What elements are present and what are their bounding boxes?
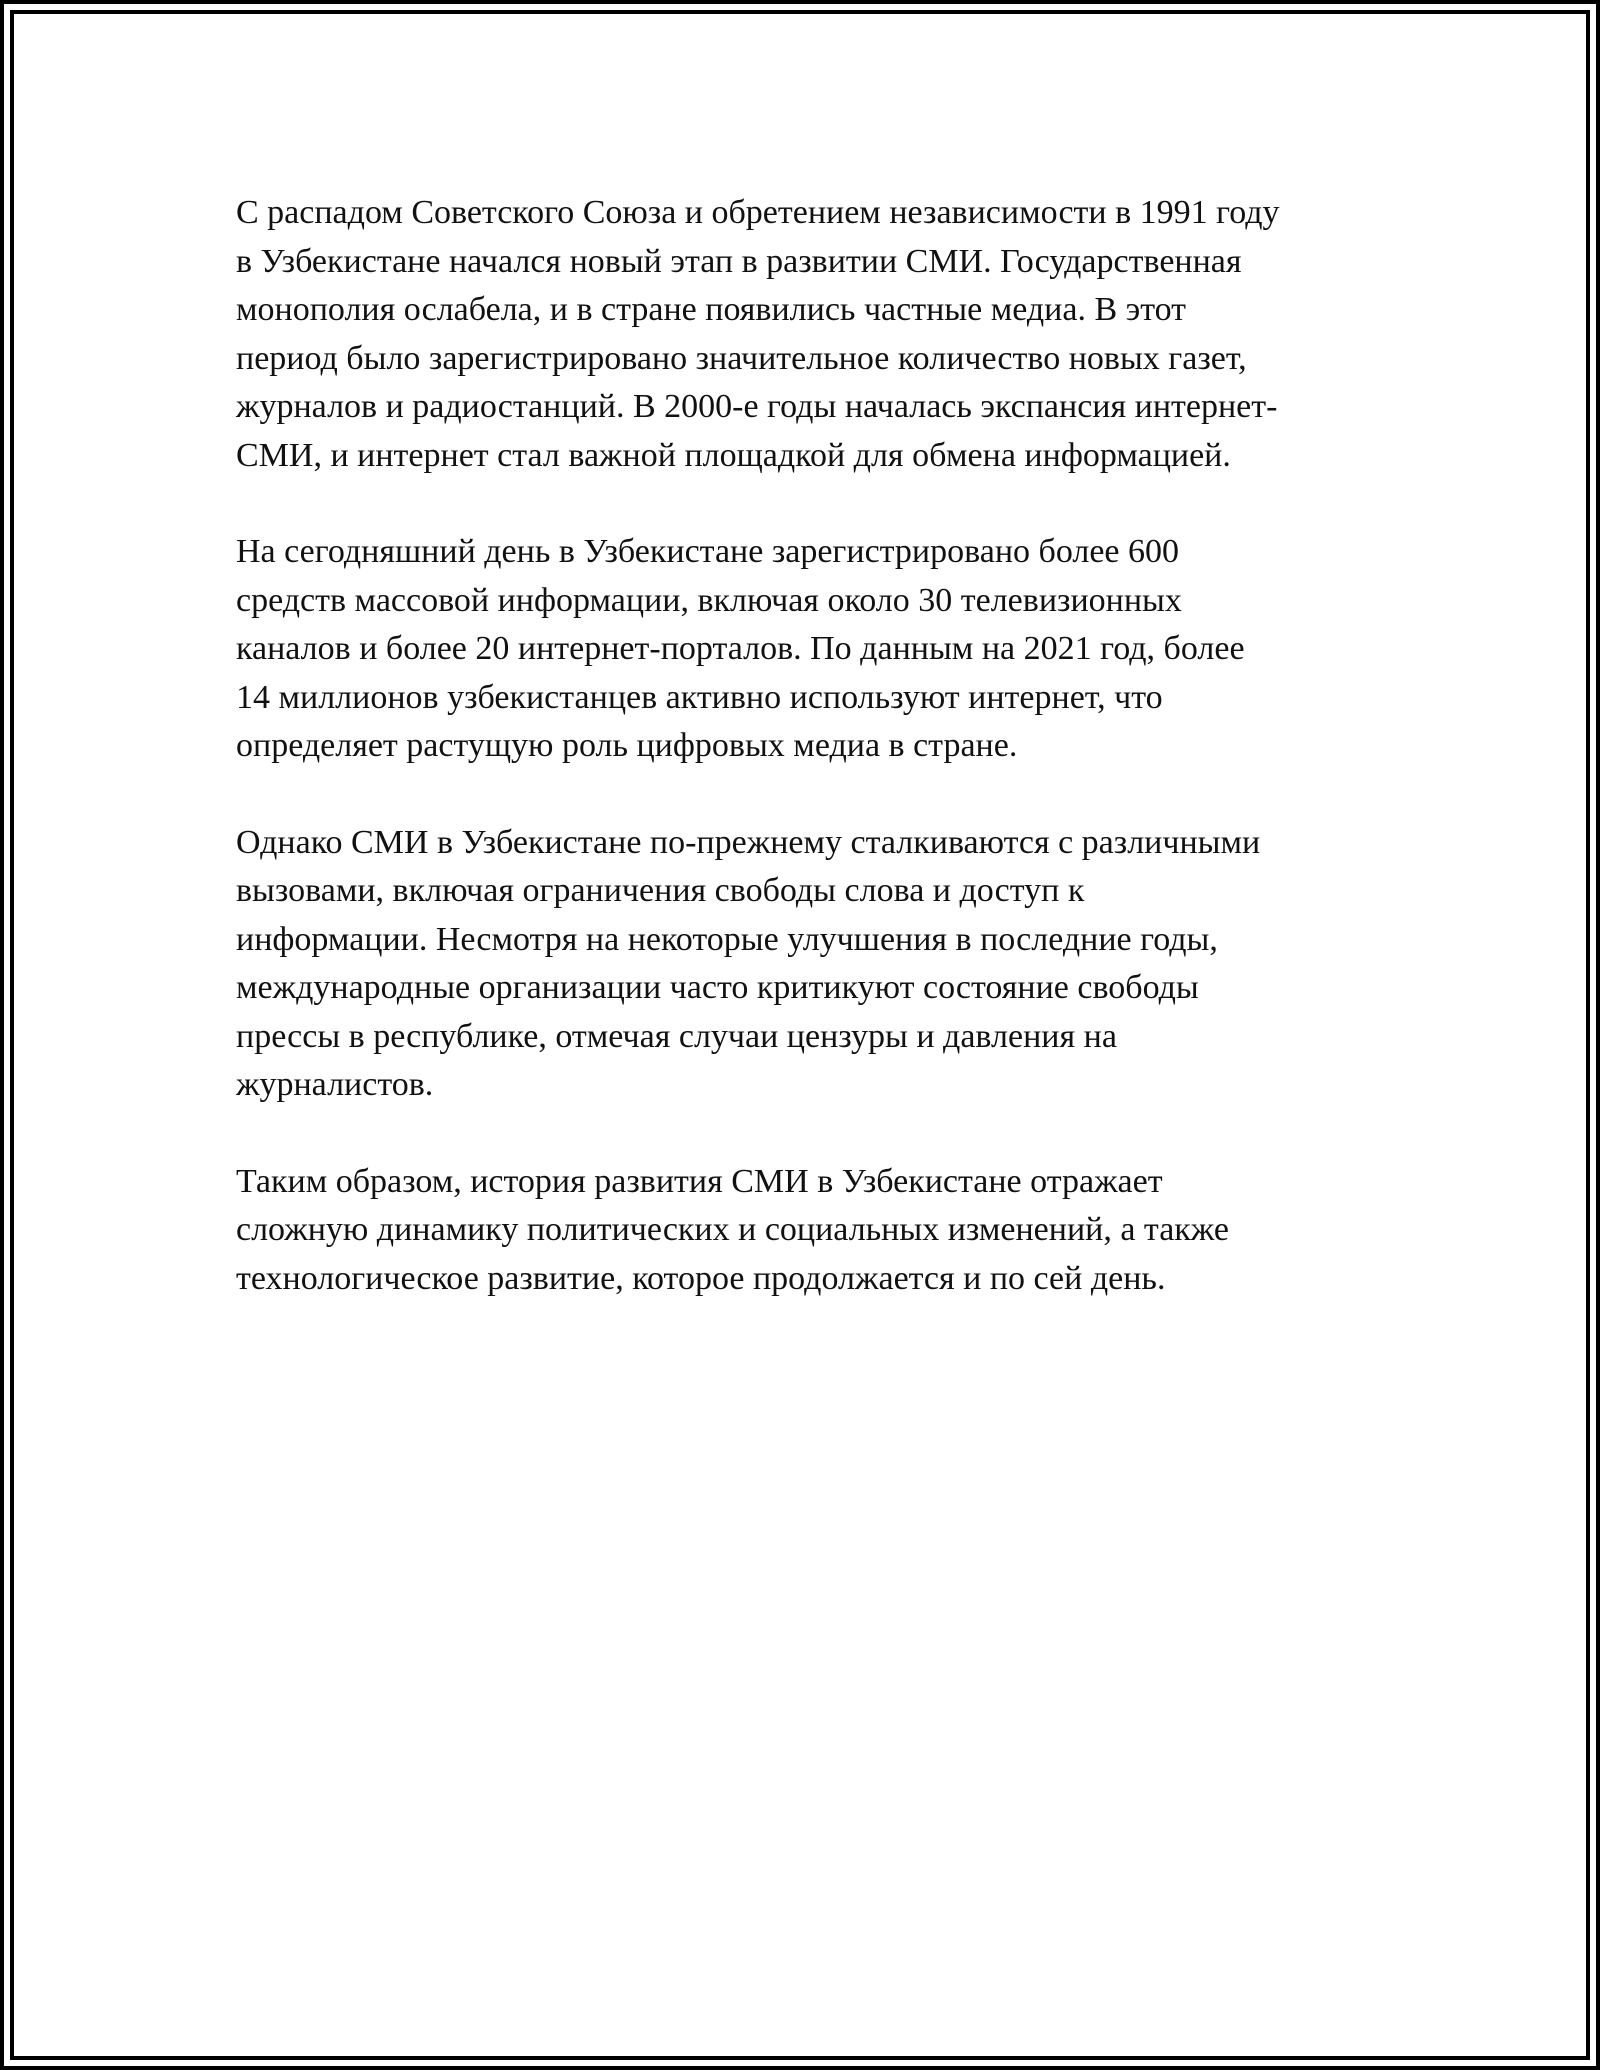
text-line: С распадом Советского Союза и обретением независимости в 1991 году (236, 194, 1280, 231)
text-line: международные организации часто критикуют состояние свободы (236, 969, 1199, 1006)
text-line: технологическое развитие, которое продолжается и по сей день. (236, 1259, 1166, 1297)
document-body (236, 189, 1376, 1351)
text-line: Таким образом, история развития СМИ в Узбекистане отражает (236, 1162, 1163, 1200)
text-line: средств массовой информации, включая около 30 телевизионных (236, 581, 1182, 619)
text-line: период было зарегистрировано значительное количество новых газет, (236, 339, 1247, 377)
text-line: Однако СМИ в Узбекистане по-прежнему сталкиваются с различными (236, 823, 1261, 861)
paragraph-3 (236, 819, 1376, 1110)
text-line: журналов и радиостанций. В 2000-е годы началась экспансия интернет- (236, 388, 1278, 425)
text-line: журналистов. (236, 1066, 434, 1103)
text-line: вызовами, включая ограничения свободы слова и доступ к (236, 872, 1085, 909)
text-line: 14 миллионов узбекистанцев активно используют интернет, что (236, 678, 1163, 716)
text-line: монополия ослабела, и в стране появились частные медиа. В этот (236, 291, 1187, 328)
text-line: каналов и более 20 интернет-порталов. По данным на 2021 год, более (236, 630, 1245, 667)
text-line: определяет растущую роль цифровых медиа в стране. (236, 727, 1018, 764)
paragraph-2 (236, 528, 1376, 771)
text-line: СМИ, и интернет стал важной площадкой для обмена информацией. (236, 436, 1231, 474)
text-line: в Узбекистане начался новый этап в развитии СМИ. Государственная (236, 242, 1242, 280)
paragraph-4 (236, 1158, 1376, 1304)
text-line: сложную динамику политических и социальных изменений, а также (236, 1211, 1229, 1248)
text-line: прессы в республике, отмечая случаи цензуры и давления на (236, 1017, 1117, 1055)
text-line: информации. Несмотря на некоторые улучшения в последние годы, (236, 920, 1218, 958)
text-line: На сегодняшний день в Узбекистане зарегистрировано более 600 (236, 533, 1180, 570)
paragraph-1 (236, 189, 1376, 480)
